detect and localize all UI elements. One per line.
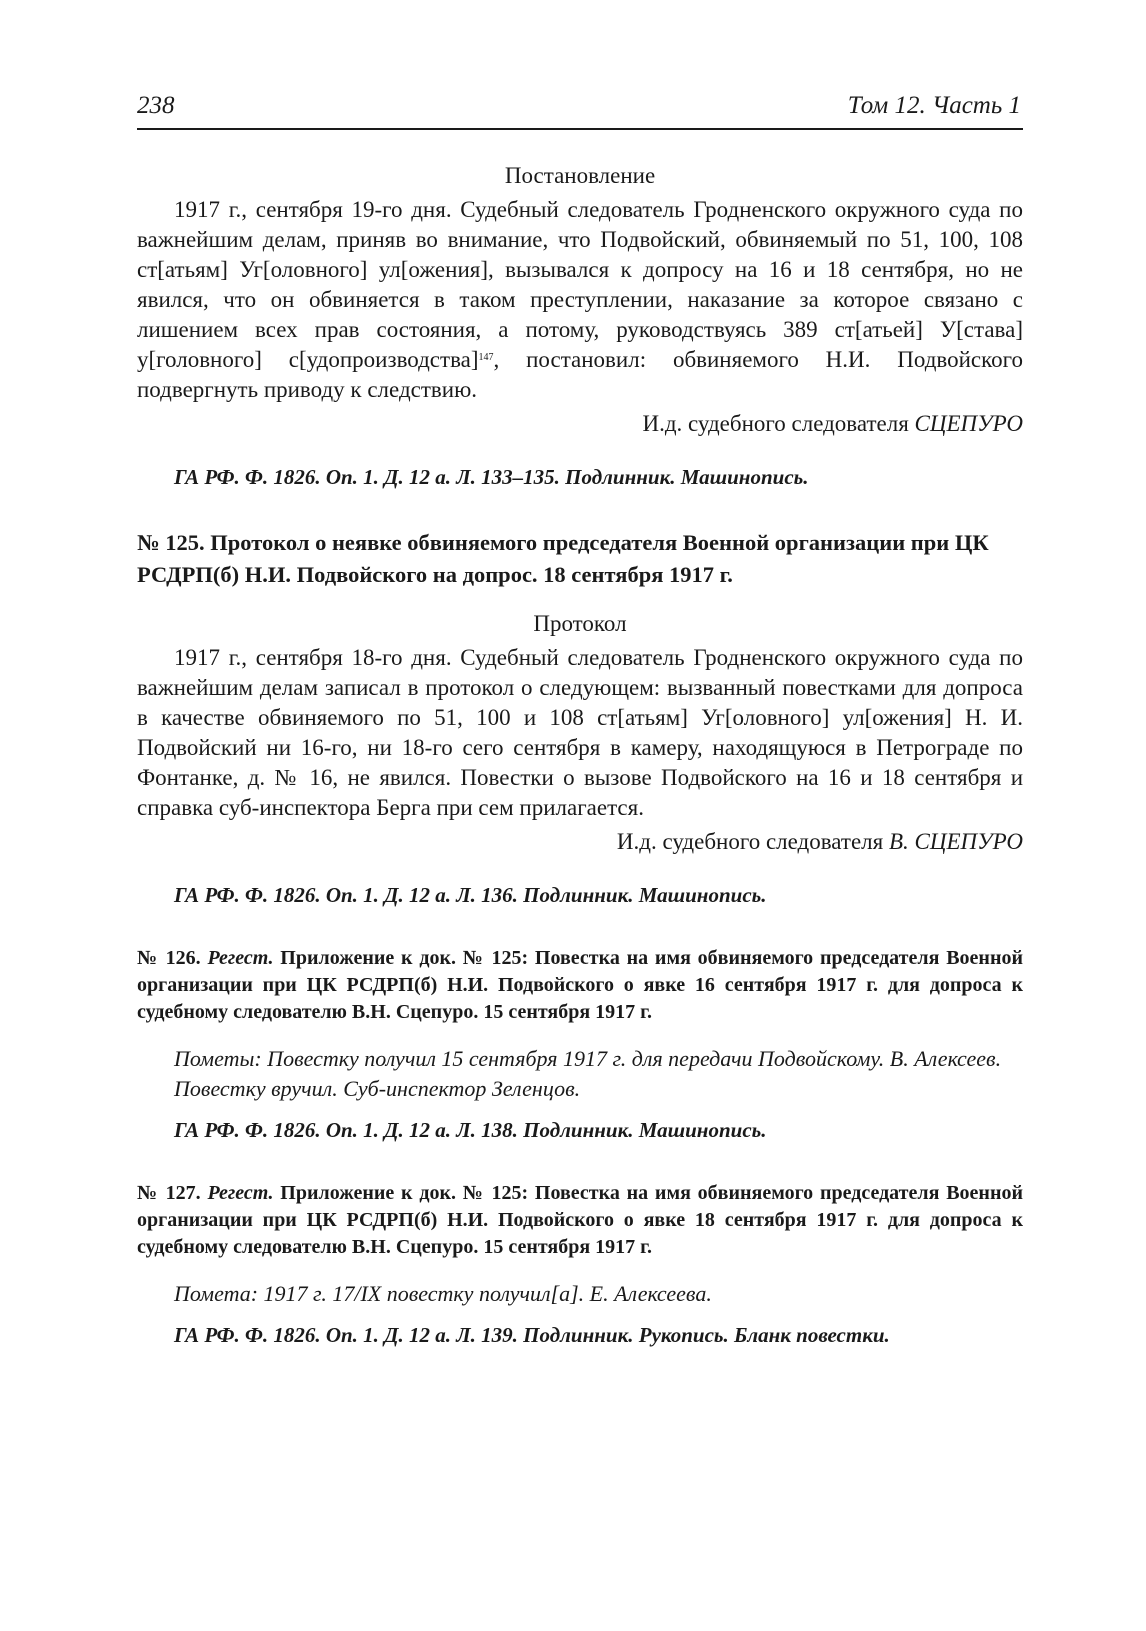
signature-prefix: И.д. судебного следователя bbox=[616, 829, 889, 854]
archive-source: ГА РФ. Ф. 1826. Оп. 1. Д. 12 а. Л. 136. Подлинник. Машинопись. bbox=[174, 883, 767, 907]
regest-label: Регест. bbox=[207, 1182, 274, 1204]
footnote-marker: 147 bbox=[478, 352, 494, 363]
regest-note: Пометы: Повестку получил 15 сентября 1917 г. для передачи Подвойскому. В. Алексеев. bbox=[174, 1046, 1002, 1071]
document-title-125: № 125. Протокол о неявке обвиняемого председателя Военной организации при ЦК РСДРП(б) Н.И. Подвойского на допрос. 18 сентября 1917 г. bbox=[137, 530, 989, 587]
archive-source: ГА РФ. Ф. 1826. Оп. 1. Д. 12 а. Л. 139. Подлинник. Рукопись. Бланк повестки. bbox=[174, 1323, 890, 1347]
doc-number: № 127. bbox=[137, 1182, 208, 1204]
archive-source: ГА РФ. Ф. 1826. Оп. 1. Д. 12 а. Л. 138. Подлинник. Машинопись. bbox=[174, 1118, 767, 1142]
doc-number: № 126. bbox=[137, 947, 208, 969]
regest-title: Приложение к док. № 125: Повестка на имя обвиняемого председателя Военной организации при ЦК РСДРП(б) Н.И. Подвойского о явке 16 сентября 1917 г. для допроса к судебному следователю В.Н. Сцепуро. 15 сентября 1917 г. bbox=[137, 947, 1023, 1023]
regest-title: Приложение к док. № 125: Повестка на имя обвиняемого председателя Военной организации при ЦК РСДРП(б) Н.И. Подвойского о явке 18 сентября 1917 г. для допроса к судебному следователю В.Н. Сцепуро. 15 сентября 1917 г. bbox=[137, 1182, 1023, 1258]
regest-note: Помета: 1917 г. 17/IX повестку получил[а]. Е. Алексеева. bbox=[174, 1281, 712, 1306]
running-header bbox=[137, 88, 1023, 130]
regest-note: Повестку вручил. Суб-инспектор Зеленцов. bbox=[174, 1076, 581, 1101]
regest-label: Регест. bbox=[207, 947, 274, 969]
signature-name: В. СЦЕПУРО bbox=[889, 829, 1023, 854]
signature-prefix: И.д. судебного следователя bbox=[642, 411, 915, 436]
volume-title: Том 12. Часть 1 bbox=[847, 92, 1021, 119]
document-title-127 bbox=[137, 1180, 1023, 1261]
archive-source: ГА РФ. Ф. 1826. Оп. 1. Д. 12 а. Л. 133–135. Подлинник. Машинопись. bbox=[174, 465, 809, 489]
resolution-text-a: 1917 г., сентября 19-го дня. Судебный следователь Гродненского окружного суда по важнейшим делам, приняв во внимание, что Подвойский, обвиняемый по 51, 100, 108 ст[атьям] Уг[оловного] ул[ожения], вызывался к допросу на 16 и 18 сентября, но не явился, что он обвиняется в таком преступлении, наказание за которое связано с лишением всех прав состояния, а потому, руководствуясь 389 ст[атьей] У[става] у[головного] с[удопроизводства] bbox=[137, 197, 1023, 372]
protocol-heading: Протокол bbox=[533, 611, 627, 636]
page-content bbox=[137, 161, 1023, 1349]
resolution-heading: Постановление bbox=[504, 163, 656, 188]
protocol-text: 1917 г., сентября 18-го дня. Судебный следователь Гродненского окружного суда по важнейшим делам записал в протокол о следующем: вызванный повестками для допроса в качестве обвиняемого по 51, 100 и 108 ст[атьям] Уг[оловного] ул[ожения] Н. И. Подвойский ни 16-го, ни 18-го сего сентября в камеру, находящуюся в Петрограде по Фонтанке, д. № 16, не явился. Повестки о вызове Подвойского на 16 и 18 сентября и справка суб-инспектора Берга при сем прилагается. bbox=[137, 645, 1023, 820]
page-number: 238 bbox=[137, 92, 175, 119]
resolution-signature bbox=[137, 409, 1023, 439]
resolution-text bbox=[137, 195, 1023, 405]
resolution-text-b: , постановил: обвиняемого Н.И. Подвойского подвергнуть приводу к следствию. bbox=[137, 347, 1023, 402]
document-title-126 bbox=[137, 945, 1023, 1026]
signature-name: СЦЕПУРО bbox=[914, 411, 1023, 436]
protocol-signature bbox=[137, 827, 1023, 857]
